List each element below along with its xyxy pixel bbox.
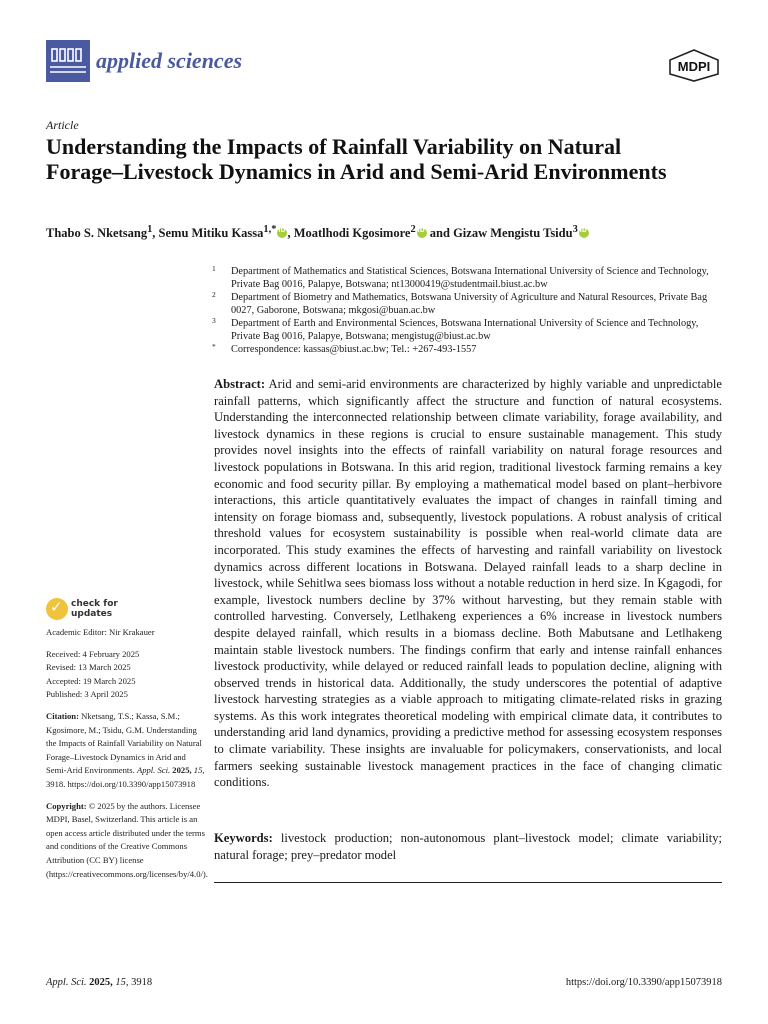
- author-name[interactable]: Moatlhodi Kgosimore: [293, 226, 411, 241]
- orcid-icon[interactable]: [579, 228, 589, 238]
- affiliation-text: Department of Mathematics and Statistical Sciences, Botswana International University of Science and Technology, Private Bag 0016, Palapye, Botswana; nt13000419@studentmail.biust.ac.bw: [231, 266, 709, 290]
- footer-doi-link[interactable]: https://doi.org/10.3390/app15073918: [565, 977, 722, 988]
- affiliations: [212, 265, 722, 356]
- accepted-date: Accepted: 19 March 2025: [46, 675, 136, 686]
- article-info-sidebar: [46, 626, 206, 881]
- received-date: Received: 4 February 2025: [46, 648, 140, 659]
- citation-year: 2025,: [172, 765, 192, 776]
- journal-name: applied sciences: [96, 48, 243, 73]
- publisher-logo: [666, 48, 722, 82]
- citation-doi[interactable]: 3918. https://doi.org/10.3390/app15073918: [46, 778, 196, 789]
- abstract-text: Arid and semi-arid environments are characterized by highly variable and unpredictable rainfall patterns, which significantly affect the structure and function of natural ecosystems. Understanding the interconnected relationship between climate variability, forage availability, and livestock dynamics in these regions is crucial to ensure sustainable management. This study provides novel insights into the effects of rainfall variability on natural forage resources and livestock populations in Botswana. In this arid region, traditional livestock farming remains a key economic and food security pillar. By employing a mathematical model based on plant–herbivore interactions, this article quantitatively evaluates the impact of changes in rainfall timing and intensity on forage biomass and, subsequently, livestock populations. A robust analysis of critical threshold values for ecosystem sustainability is possible when real-world climate data are incorporated. This study examines the effects of harvesting and rainfall variability on livestock dynamics across different locations in Botswana. Delayed rainfall leads to a sharp decline in livestock, while Sehitlwa sees biomass loss without a notable reduction in herd size. In Kgagodi, for example, livestock numbers decline by 37% without harvesting, but they remain stable with controlled harvesting. Conversely, Letlhakeng experiences a 6% increase in livestock numbers despite delayed rainfall, which results in a biomass decline. Both Mabutsane and Letlhakeng maintain stable livestock numbers. The findings confirm that early and intense rainfall enhances livestock productivity, while delayed or reduced rainfall leads to population decline, aligning with observed trends in historical data. Additionally, the study underscores the potential of adaptive livestock harvesting strategies as a viable approach to mitigating climate-related risks in grazing systems. As this work integrates theoretical modeling with empirical climate data, it contributes to understanding arid land dynamics, providing a predictive method for assessing ecosystem responses to climate variability. These insights are invaluable for policymakers, conservationists, and local farmers seeking sustainable livestock management practices in the face of changing climatic conditions.: [214, 377, 722, 790]
- revised-date: Revised: 13 March 2025: [46, 662, 131, 673]
- author-name[interactable]: Thabo S. Nketsang: [46, 226, 148, 241]
- affiliation-item: [212, 291, 722, 317]
- orcid-icon[interactable]: [277, 228, 287, 238]
- author-name[interactable]: Gizaw Mengistu Tsidu: [453, 226, 573, 241]
- author-name[interactable]: Semu Mitiku Kassa: [158, 226, 264, 241]
- abstract-label: Abstract:: [214, 377, 266, 391]
- affiliation-number: 2: [212, 290, 216, 299]
- affiliation-number: 3: [212, 316, 216, 325]
- footer-year: 2025,: [89, 977, 113, 988]
- check-updates-icon: [46, 598, 68, 620]
- correspondence-text: Correspondence: kassas@biust.ac.bw; Tel.: +267-493-1557: [231, 344, 477, 355]
- orcid-icon[interactable]: [417, 228, 427, 238]
- journal-logo-icon: [46, 40, 90, 82]
- affiliation-item: [212, 265, 722, 291]
- affiliation-item: [212, 317, 722, 343]
- author-separator: ,: [152, 226, 159, 241]
- footer-article-number: 3918: [131, 977, 153, 988]
- footer-citation: [46, 977, 152, 988]
- mdpi-logo-icon: [666, 48, 722, 82]
- footer-volume: 15,: [115, 977, 129, 988]
- author-affiliation-mark: 1: [147, 224, 153, 235]
- publisher-name: MDPI: [677, 59, 711, 74]
- section-divider: [214, 882, 722, 883]
- citation-volume: 15,: [193, 765, 205, 776]
- abstract: [214, 376, 722, 791]
- correspondence-mark: *: [212, 342, 216, 351]
- check-updates-label: check for updates: [71, 599, 118, 619]
- citation: Citation: Nketsang, T.S.; Kassa, S.M.; Kgosimore, M.; Tsidu, G.M. Understanding the Impacts of Rainfall Variability on Natural Forage–Livestock Dynamics in Arid and Semi-Arid Environments. Appl. Sci. 2025, 15, 3918. https://doi.org/10.3390/app15073918: [46, 710, 205, 789]
- published-date: Published: 3 April 2025: [46, 689, 128, 700]
- author-separator: ,: [287, 226, 294, 241]
- affiliation-text: Department of Biometry and Mathematics, Botswana University of Agriculture and Natural Resources, Private Bag 0027, Gaborone, Botswana; mkgosi@buan.ac.bw: [231, 292, 708, 316]
- footer-journal: Appl. Sci.: [46, 977, 87, 988]
- author-affiliation-mark: 3: [572, 224, 578, 235]
- citation-journal: Appl. Sci.: [136, 765, 171, 776]
- keywords-text: livestock production; non-autonomous plant–livestock model; climate variability; natural forage; prey–predator model: [214, 831, 722, 862]
- affiliation-number: 1: [212, 264, 216, 273]
- author-separator: and: [426, 226, 454, 241]
- journal-logo: [46, 40, 90, 82]
- check-for-updates-button[interactable]: [46, 598, 176, 620]
- correspondence-item: [212, 343, 722, 356]
- article-type: Article: [46, 118, 79, 132]
- author-affiliation-mark: 1,*: [263, 224, 277, 235]
- article-title: Understanding the Impacts of Rainfall Variability on Natural Forage–Livestock Dynamics in Arid and Semi-Arid Environments: [46, 134, 667, 184]
- copyright: Copyright: © 2025 by the authors. Licensee MDPI, Basel, Switzerland. This article is an open access article distributed under the terms and conditions of the Creative Commons Attribution (CC BY) license (https://creativecommons.org/licenses/by/4.0/).: [46, 800, 208, 879]
- author-affiliation-mark: 2: [410, 224, 416, 235]
- keywords-label: Keywords:: [214, 831, 273, 845]
- academic-editor: Academic Editor: Nir Krakauer: [46, 627, 155, 637]
- affiliation-text: Department of Earth and Environmental Sciences, Botswana International University of Science and Technology, Private Bag 0016, Palapye, Botswana; mengistug@biust.ac.bw: [231, 318, 699, 342]
- author-list: [46, 224, 746, 241]
- keywords: [214, 830, 722, 863]
